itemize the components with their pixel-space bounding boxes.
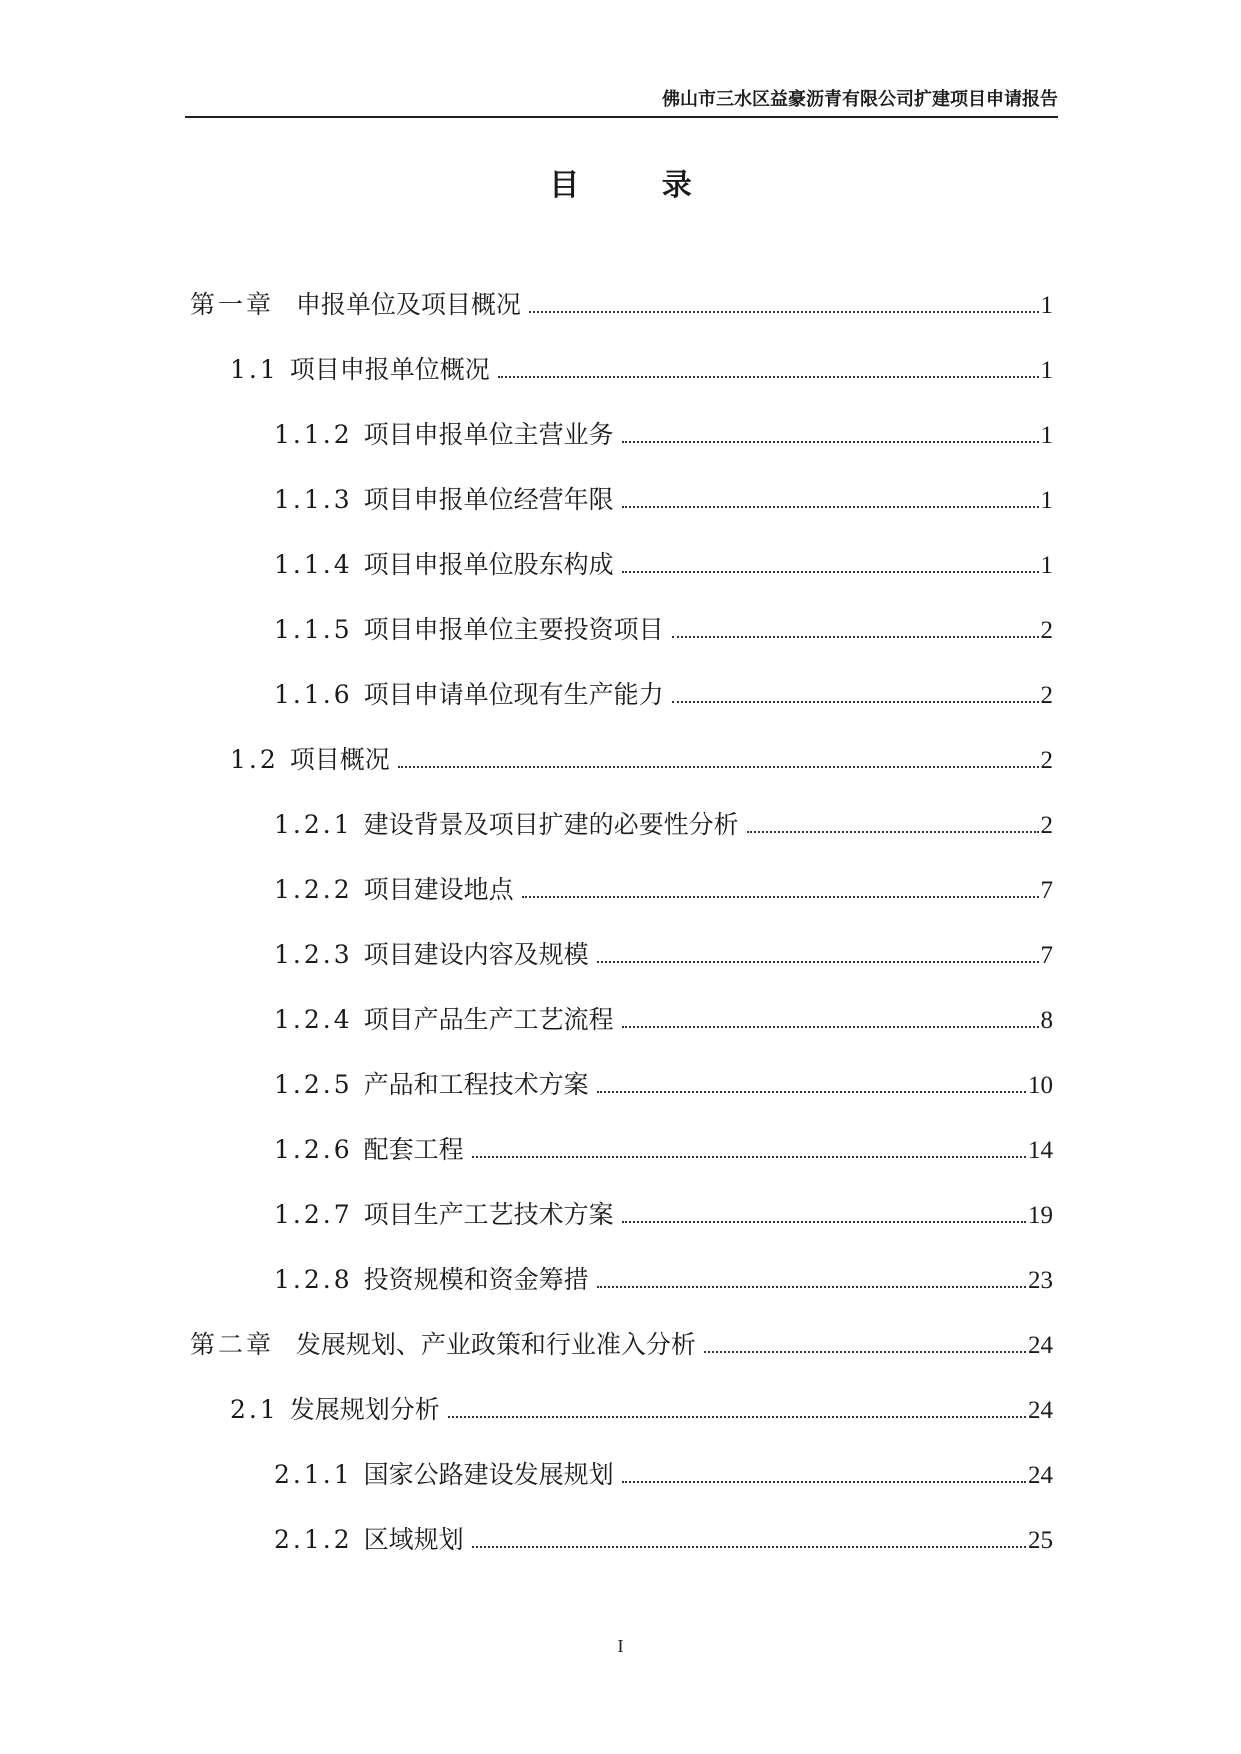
- toc-entry-number: 2.1.1: [274, 1460, 364, 1489]
- toc-entry[interactable]: [190, 480, 1053, 545]
- toc-entry-number: 第二章: [190, 1330, 296, 1359]
- toc-entry-title: 项目建设内容及规模: [363, 940, 589, 969]
- toc-entry-title: 申报单位及项目概况: [295, 290, 521, 319]
- toc-entry[interactable]: [190, 1260, 1053, 1325]
- toc-dot-leader: [622, 570, 1039, 573]
- toc-dot-leader: [704, 1350, 1026, 1353]
- toc-dot-leader: [529, 310, 1039, 313]
- toc-title: 目 录: [549, 168, 728, 203]
- toc-entry-title: 项目申请单位现有生产能力: [363, 680, 664, 709]
- toc-entry[interactable]: [190, 350, 1053, 415]
- toc-entry-page: 14: [1028, 1137, 1053, 1164]
- toc-entry-title: 配套工程: [363, 1135, 464, 1164]
- toc-entry-page: 25: [1028, 1527, 1053, 1554]
- toc-entry[interactable]: [190, 870, 1053, 935]
- toc-entry-page: 1: [1040, 292, 1053, 319]
- toc-entry-title: 区域规划: [363, 1525, 464, 1554]
- toc-dot-leader: [522, 895, 1039, 898]
- toc-entry-number: 1.1.5: [274, 615, 364, 644]
- toc-dot-leader: [472, 1155, 1026, 1158]
- toc-entry[interactable]: [190, 805, 1053, 870]
- toc-entry-page: 10: [1028, 1072, 1053, 1099]
- toc-entry-number: 1.1: [230, 355, 290, 384]
- toc-entry-page: 2: [1040, 812, 1053, 839]
- toc-entry-title: 项目概况: [289, 745, 390, 774]
- toc-entry-number: 2.1.2: [274, 1525, 364, 1554]
- toc-entry-page: 19: [1028, 1202, 1053, 1229]
- header-title: 佛山市三水区益豪沥青有限公司扩建项目申请报告: [662, 89, 1058, 110]
- toc-entry-title: 项目申报单位经营年限: [363, 485, 614, 514]
- toc-entry-page: 1: [1040, 487, 1053, 514]
- toc-entry-page: 1: [1040, 422, 1053, 449]
- toc-entry-title: 建设背景及项目扩建的必要性分析: [363, 810, 739, 839]
- toc-entry-number: 1.2.6: [274, 1135, 364, 1164]
- toc-entry-title: 项目产品生产工艺流程: [363, 1005, 614, 1034]
- toc-entry-page: 8: [1040, 1007, 1053, 1034]
- toc-entry-number: 第一章: [190, 290, 296, 319]
- toc-entry[interactable]: [190, 1520, 1053, 1585]
- toc-entry-number: 2.1: [230, 1395, 290, 1424]
- toc-entry-page: 7: [1040, 942, 1053, 969]
- toc-entry-page: 23: [1028, 1267, 1053, 1294]
- toc-entry-title: 项目生产工艺技术方案: [363, 1200, 614, 1229]
- toc-entry-title: 项目建设地点: [363, 875, 514, 904]
- toc-entry[interactable]: [190, 545, 1053, 610]
- toc-dot-leader: [622, 1220, 1026, 1223]
- toc-dot-leader: [622, 505, 1039, 508]
- toc-entry-page: 2: [1040, 682, 1053, 709]
- toc-dot-leader: [672, 700, 1039, 703]
- toc-entry[interactable]: [190, 610, 1053, 675]
- toc-entry-title: 产品和工程技术方案: [363, 1070, 589, 1099]
- toc-entry-page: 2: [1040, 617, 1053, 644]
- toc-entry-number: 1.1.2: [274, 420, 364, 449]
- toc-entry[interactable]: [190, 1195, 1053, 1260]
- toc-entry-page: 1: [1040, 357, 1053, 384]
- toc-entry[interactable]: [190, 415, 1053, 480]
- toc-entry[interactable]: [190, 1455, 1053, 1520]
- toc-entry-number: 1.1.3: [274, 485, 364, 514]
- toc-dot-leader: [622, 1025, 1039, 1028]
- toc-entry-number: 1.2.8: [274, 1265, 364, 1294]
- toc-entry-title: 项目申报单位主要投资项目: [363, 615, 664, 644]
- toc-entry-number: 1.2: [230, 745, 290, 774]
- toc-entry-number: 1.2.3: [274, 940, 364, 969]
- toc-dot-leader: [597, 1090, 1026, 1093]
- toc-entry-number: 1.2.2: [274, 875, 364, 904]
- toc-entry-title: 投资规模和资金筹措: [363, 1265, 589, 1294]
- toc-entry[interactable]: [190, 1390, 1053, 1455]
- toc-entry[interactable]: [190, 935, 1053, 1000]
- toc-entry[interactable]: [190, 1325, 1053, 1390]
- toc-dot-leader: [448, 1415, 1026, 1418]
- toc-entry[interactable]: [190, 1130, 1053, 1195]
- toc-entry-page: 24: [1028, 1462, 1053, 1489]
- toc-entry-number: 1.2.7: [274, 1200, 364, 1229]
- toc-dot-leader: [597, 1285, 1026, 1288]
- toc-entry-page: 2: [1040, 747, 1053, 774]
- toc-entry-page: 1: [1040, 552, 1053, 579]
- toc-list: [190, 285, 1053, 1585]
- toc-entry[interactable]: [190, 675, 1053, 740]
- toc-entry-page: 24: [1028, 1332, 1053, 1359]
- page-number: I: [617, 1636, 624, 1656]
- toc-dot-leader: [597, 960, 1039, 963]
- toc-entry[interactable]: [190, 285, 1053, 350]
- toc-entry-number: 1.1.4: [274, 550, 364, 579]
- toc-dot-leader: [398, 765, 1039, 768]
- toc-dot-leader: [672, 635, 1039, 638]
- running-header: [185, 86, 1058, 118]
- toc-entry-title: 项目申报单位主营业务: [363, 420, 614, 449]
- toc-dot-leader: [622, 440, 1039, 443]
- toc-entry-number: 1.2.5: [274, 1070, 364, 1099]
- toc-dot-leader: [622, 1480, 1026, 1483]
- toc-entry-page: 7: [1040, 877, 1053, 904]
- toc-entry-number: 1.2.1: [274, 810, 364, 839]
- toc-dot-leader: [747, 830, 1039, 833]
- toc-entry-title: 国家公路建设发展规划: [363, 1460, 614, 1489]
- toc-entry-title: 发展规划、产业政策和行业准入分析: [295, 1330, 696, 1359]
- toc-entry-number: 1.1.6: [274, 680, 364, 709]
- toc-entry-title: 项目申报单位股东构成: [363, 550, 614, 579]
- toc-entry[interactable]: [190, 1065, 1053, 1130]
- toc-entry[interactable]: [190, 740, 1053, 805]
- toc-entry-title: 发展规划分析: [289, 1395, 440, 1424]
- toc-dot-leader: [498, 375, 1039, 378]
- toc-entry-title: 项目申报单位概况: [289, 355, 490, 384]
- toc-entry-number: 1.2.4: [274, 1005, 364, 1034]
- toc-entry-page: 24: [1028, 1397, 1053, 1424]
- toc-dot-leader: [472, 1545, 1026, 1548]
- toc-entry[interactable]: [190, 1000, 1053, 1065]
